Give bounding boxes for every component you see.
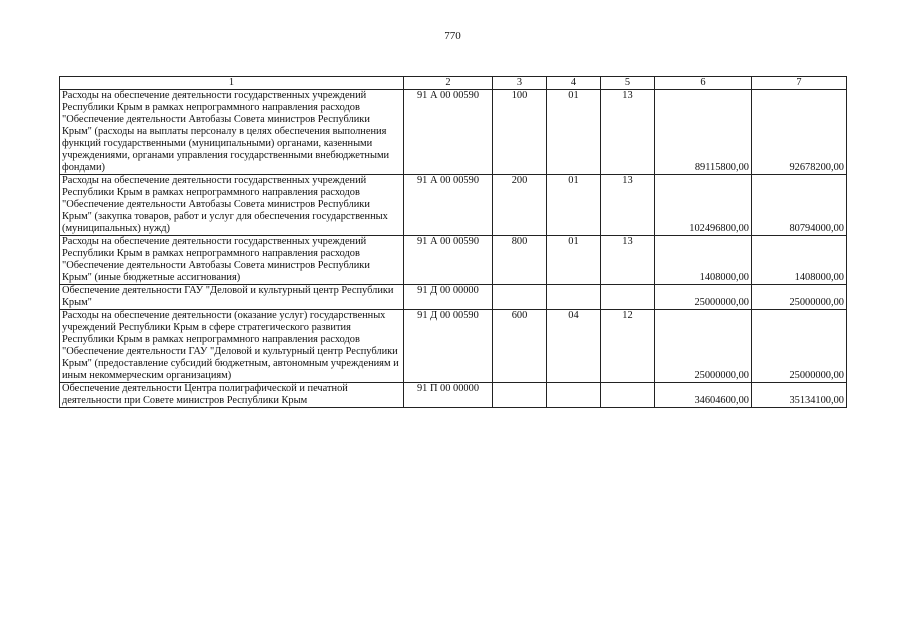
- expense-name: Расходы на обеспечение деятельности (оказание услуг) государственных учреждений Республики Крым в сфере стратегического развития Республики Крым в рамках непрограммного направления расходов "Обеспечение деятельности ГАУ "Деловой и культурный центр Республики Крым" (предоставление субсидий бюджетным, автономным учреждениям и иным некоммерческим организациям): [60, 310, 404, 383]
- subsection-code: 13: [601, 175, 655, 236]
- table-row: [60, 90, 847, 175]
- column-header: 3: [493, 77, 547, 90]
- table-row: [60, 310, 847, 383]
- amount-col7: 92678200,00: [752, 90, 847, 175]
- amount-col6: 89115800,00: [655, 90, 752, 175]
- expense-name: Расходы на обеспечение деятельности государственных учреждений Республики Крым в рамках непрограммного направления расходов "Обеспечение деятельности Автобазы Совета министров Республики Крым" (закупка товаров, работ и услуг для обеспечения государственных (муниципальных) нужд): [60, 175, 404, 236]
- section-code: [547, 383, 601, 408]
- section-code: 01: [547, 90, 601, 175]
- amount-col6: 102496800,00: [655, 175, 752, 236]
- amount-col6: 1408000,00: [655, 236, 752, 285]
- column-header: 2: [404, 77, 493, 90]
- amount-col7: 25000000,00: [752, 285, 847, 310]
- table-header-row: [60, 77, 847, 90]
- amount-col7: 1408000,00: [752, 236, 847, 285]
- section-code: 04: [547, 310, 601, 383]
- expense-type: [493, 285, 547, 310]
- amount-col6: 25000000,00: [655, 285, 752, 310]
- expense-name: Расходы на обеспечение деятельности государственных учреждений Республики Крым в рамках непрограммного направления расходов "Обеспечение деятельности Автобазы Совета министров Республики Крым" (иные бюджетные ассигнования): [60, 236, 404, 285]
- expense-type: 800: [493, 236, 547, 285]
- section-code: [547, 285, 601, 310]
- amount-col7: 35134100,00: [752, 383, 847, 408]
- section-code: 01: [547, 236, 601, 285]
- table-row: [60, 236, 847, 285]
- target-code: 91 Д 00 00590: [404, 310, 493, 383]
- column-header: 5: [601, 77, 655, 90]
- target-code: 91 А 00 00590: [404, 175, 493, 236]
- column-header: 4: [547, 77, 601, 90]
- amount-col6: 25000000,00: [655, 310, 752, 383]
- expense-name: Расходы на обеспечение деятельности государственных учреждений Республики Крым в рамках непрограммного направления расходов "Обеспечение деятельности Автобазы Совета министров Республики Крым" (расходы на выплаты персоналу в целях обеспечения выполнения функций государственными (муниципальными) органами, казенными учреждениями, органами управления государственными внебюджетными фондами): [60, 90, 404, 175]
- target-code: 91 П 00 00000: [404, 383, 493, 408]
- amount-col6: 34604600,00: [655, 383, 752, 408]
- column-header: 6: [655, 77, 752, 90]
- target-code: 91 А 00 00590: [404, 90, 493, 175]
- target-code: 91 Д 00 00000: [404, 285, 493, 310]
- amount-col7: 80794000,00: [752, 175, 847, 236]
- section-code: 01: [547, 175, 601, 236]
- expense-type: 600: [493, 310, 547, 383]
- page-number: 770: [444, 30, 461, 42]
- table-row: [60, 383, 847, 408]
- subsection-code: [601, 285, 655, 310]
- expense-type: 100: [493, 90, 547, 175]
- column-header: 7: [752, 77, 847, 90]
- subsection-code: 13: [601, 90, 655, 175]
- expense-type: [493, 383, 547, 408]
- expense-type: 200: [493, 175, 547, 236]
- expense-name: Обеспечение деятельности ГАУ "Деловой и культурный центр Республики Крым": [60, 285, 404, 310]
- subsection-code: 12: [601, 310, 655, 383]
- expense-name: Обеспечение деятельности Центра полиграфической и печатной деятельности при Совете министров Республики Крым: [60, 383, 404, 408]
- amount-col7: 25000000,00: [752, 310, 847, 383]
- budget-table: [59, 76, 847, 408]
- subsection-code: 13: [601, 236, 655, 285]
- target-code: 91 А 00 00590: [404, 236, 493, 285]
- subsection-code: [601, 383, 655, 408]
- table-row: [60, 285, 847, 310]
- column-header: 1: [60, 77, 404, 90]
- table-row: [60, 175, 847, 236]
